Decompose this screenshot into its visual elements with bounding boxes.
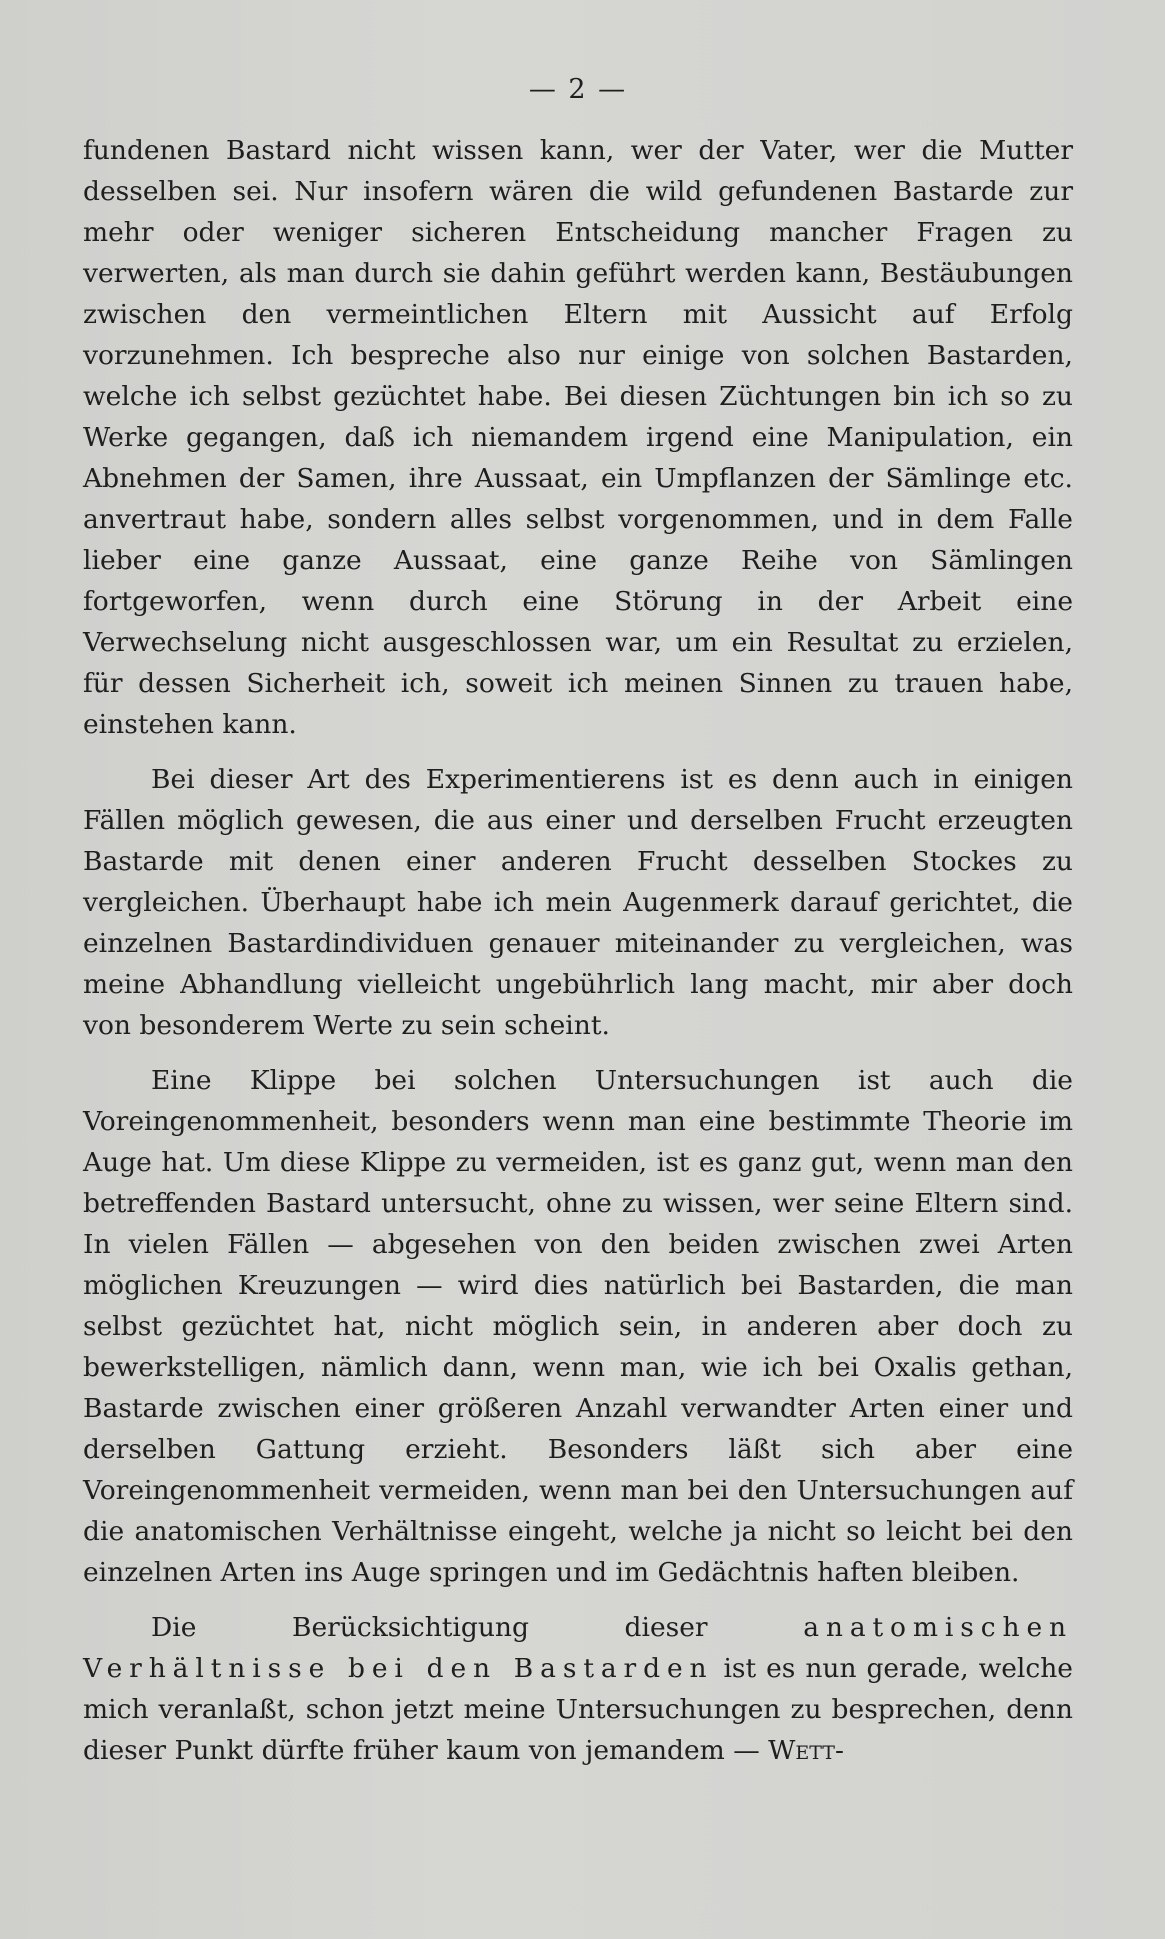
paragraph-3: Eine Klippe bei solchen Untersuchungen ist auch die Voreingenommenheit, besonders wenn man eine bestimmte Theorie im Auge hat. Um diese Klippe zu vermeiden, ist es ganz gut, wenn man den betreffenden Bastard untersucht, ohne zu wissen, wer seine Eltern sind. In vielen Fällen — abgesehen von den beiden zwischen zwei Arten möglichen Kreuzungen — wird dies natürlich bei Bastarden, die man selbst gezüchtet hat, nicht möglich sein, in anderen aber doch zu bewerkstelligen, nämlich dann, wenn man, wie ich bei Oxalis gethan, Bastarde zwischen einer größeren Anzahl verwandter Arten einer und derselben Gattung erzieht. Besonders läßt sich aber eine Voreingenommenheit vermeiden, wenn man bei den Untersuchungen auf die anatomischen Verhältnisse eingeht, welche ja nicht so leicht bei den einzelnen Arten ins Auge springen und im Gedächtnis haften bleiben. (83, 1065, 1073, 1588)
paragraph-4 (83, 1607, 1073, 1771)
paragraph-2: Bei dieser Art des Experimentierens ist es denn auch in einigen Fällen möglich gewesen, die aus einer und derselben Frucht erzeugten Bastarde mit denen einer anderen Frucht desselben Stockes zu vergleichen. Überhaupt habe ich mein Augenmerk darauf gerichtet, die einzelnen Bastardindividuen genauer miteinander zu vergleichen, was meine Abhandlung vielleicht ungebührlich lang macht, mir aber doch von besonderem Werte zu sein scheint. (83, 764, 1073, 1041)
paragraph-4-trailing-text: ist es nun gerade, welche mich veranlaßt, schon jetzt meine Untersuchungen zu besprechen, denn dieser Punkt dürfte früher kaum von jemandem — (83, 1653, 1073, 1766)
paragraph-1: fundenen Bastard nicht wissen kann, wer der Vater, wer die Mutter desselben sei. Nur insofern wären die wild gefundenen Bastarde zur mehr oder weniger sicheren Entscheidung mancher Fragen zu verwerten, als man durch sie dahin geführt werden kann, Bestäubungen zwischen den vermeintlichen Eltern mit Aussicht auf Erfolg vorzunehmen. Ich bespreche also nur einige von solchen Bastarden, welche ich selbst gezüchtet habe. Bei diesen Züchtungen bin ich so zu Werke gegangen, daß ich niemandem irgend eine Manipulation, ein Abnehmen der Samen, ihre Aussaat, ein Umpflanzen der Sämlinge etc. anvertraut habe, sondern alles selbst vorgenommen, und in dem Falle lieber eine ganze Aussaat, eine ganze Reihe von Sämlingen fortgeworfen, wenn durch eine Störung in der Arbeit eine Verwechselung nicht ausgeschlossen war, um ein Resultat zu erzielen, für dessen Sicherheit ich, soweit ich meinen Sinnen zu trauen habe, einstehen kann. (83, 135, 1073, 740)
paragraph-4-spaced-emphasis: anatomischen Verhältnisse bei den Bastarden (83, 1612, 1073, 1684)
paragraph-4-lead-text: Die Berücksichtigung dieser (151, 1612, 804, 1643)
paragraph-4-smallcaps-name: Wett- (768, 1735, 844, 1766)
page-number: — 2 — (528, 74, 628, 105)
